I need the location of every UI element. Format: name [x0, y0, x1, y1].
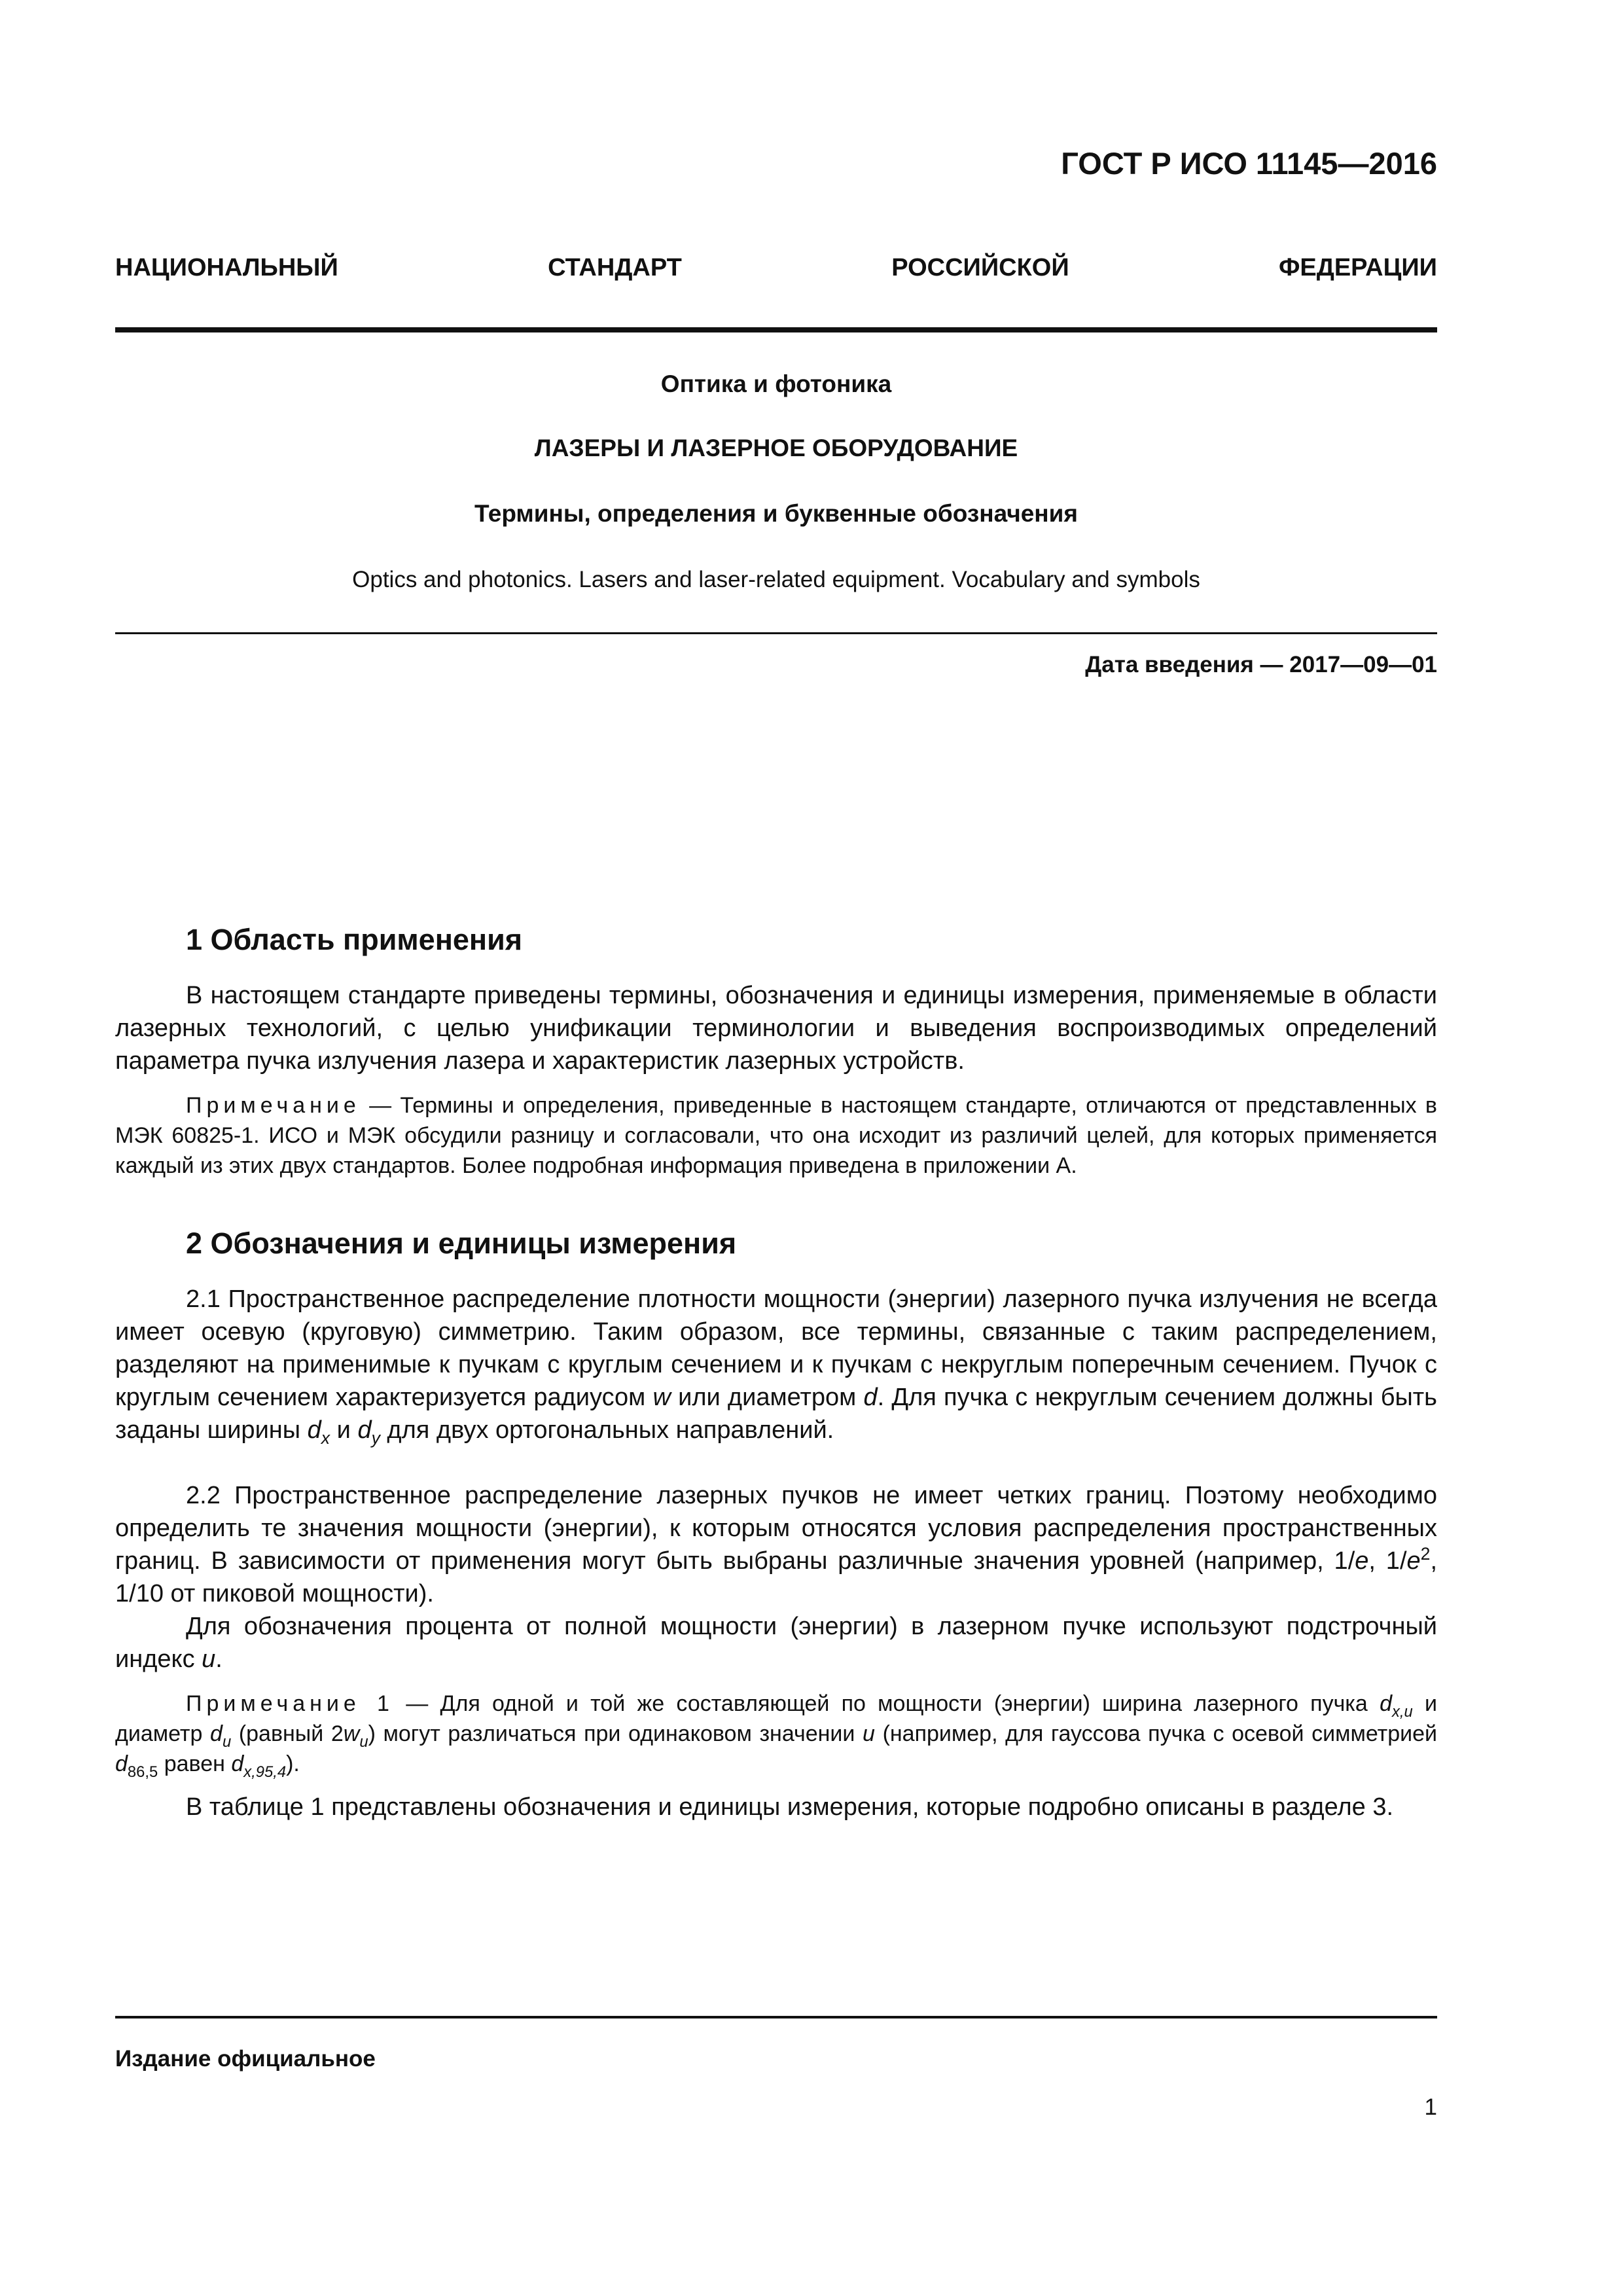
section-1-paragraph: В настоящем стандарте приведены термины, обозначения и единицы измерения, применяемые в области лазерных технологий, с целью унификации терминологии и выведения воспроизводимых определений параметра пучка излучения лазера и характеристик лазерных устройств. [115, 982, 1437, 1075]
section-1-note: Примечание — Термины и определения, приведенные в настоящем стандарте, отличаются от представленных в МЭК 60825-1. ИСО и МЭК обсудили разницу и согласовали, что она исходит из различий целей, для которых применяется каждый из этих двух стандартов. Более подробная информация приведена в приложении А. [115, 1093, 1437, 1178]
standard-number: ГОСТ Р ИСО 11145—2016 [1061, 146, 1437, 181]
title-english: Optics and photonics. Lasers and laser-related equipment. Vocabulary and symbols [352, 567, 1200, 592]
note-label: Примечание 1 [186, 1691, 394, 1716]
page-number: 1 [1424, 2094, 1437, 2120]
edition-label: Издание официальное [115, 2046, 376, 2072]
title-line-3: Термины, определения и буквенные обозначения [474, 500, 1078, 527]
paragraph-2-1: 2.1 Пространственное распределение плотности мощности (энергии) лазерного пучка излучения не всегда имеет осевую (круговую) симметрию. Таким образом, все термины, связанные с таким распределением, разделяют на применимые к пучкам с круглым сечением и к пучкам с некруглым поперечным сечением. Пучок с круглым сечением характеризуется радиусом w или диаметром d. Для пучка с некруглым сечением должны быть заданы ширины $d_x$ и $d_y$ для двух ортогональных направлений. [115, 1285, 1437, 1448]
national-standard-banner: НАЦИОНАЛЬНЫЙ СТАНДАРТ РОССИЙСКОЙ ФЕДЕРАЦИИ [115, 254, 1437, 281]
paragraph-2-2: 2.2 Пространственное распределение лазерных пучков не имеет четких границ. Поэтому необходимо определить те значения мощности (энергии), к которым относятся условия распределения пространственных границ. В зависимости от применения могут быть выбраны различные значения уровней (например, 1/e, $1/e^2$, 1/10 от пиковой мощности). [115, 1482, 1437, 1607]
introduction-date: Дата введения — 2017—09—01 [1085, 652, 1437, 677]
note-label: Примечание [186, 1093, 361, 1118]
header-rule [115, 327, 1437, 332]
section-2-note-1: Примечание 1 — Для одной и той же составляющей по мощности (энергии) ширина лазерного пучка $d_{x,u}$ и диаметр $d_u$ (равный $2w_u$) могут различаться при одинаковом значении u (например, для гауссова пучка с осевой симметрией $d_{86,5}$ равен $d_{x,95,4}$). [115, 1691, 1438, 1781]
title-line-2: ЛАЗЕРЫ И ЛАЗЕРНОЕ ОБОРУДОВАНИЕ [534, 435, 1018, 461]
paragraph-2-3: Для обозначения процента от полной мощности (энергии) в лазерном пучке используют подстрочный индекс u. [115, 1613, 1437, 1673]
title-rule [115, 632, 1437, 634]
footer-rule [115, 2016, 1437, 2018]
section-2-heading: 2 Обозначения и единицы измерения [186, 1227, 737, 1260]
title-line-1: Оптика и фотоника [660, 370, 892, 397]
section-1-heading: 1 Область применения [186, 923, 523, 956]
paragraph-2-4: В таблице 1 представлены обозначения и единицы измерения, которые подробно описаны в разделе 3. [186, 1793, 1394, 1821]
